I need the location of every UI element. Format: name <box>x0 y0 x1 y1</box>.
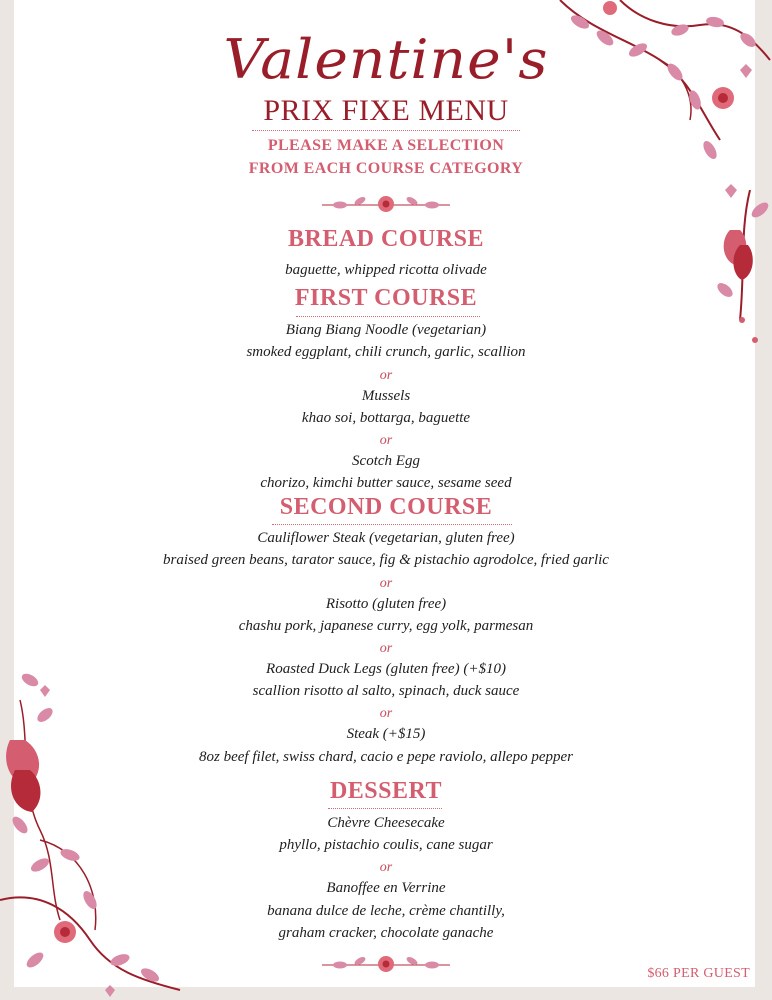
menu-subtitle: PRIX FIXE MENU <box>263 94 509 127</box>
first-item-3-description: chorizo, kimchi butter sauce, sesame seed <box>260 475 512 491</box>
menu-title: Valentine's <box>223 28 549 91</box>
bread-course-heading: BREAD COURSE <box>287 226 485 252</box>
price-per-guest: $66 PER GUEST <box>647 966 750 981</box>
first-item-3-name: Scotch Egg <box>352 453 420 469</box>
second-course-underline <box>272 524 512 525</box>
dessert-underline <box>328 808 442 809</box>
first-course-underline <box>296 316 480 317</box>
second-item-3-name: Roasted Duck Legs (gluten free) (+$10) <box>266 661 506 677</box>
or-separator: or <box>379 433 393 448</box>
first-item-2-name: Mussels <box>361 388 411 404</box>
second-item-1-name: Cauliflower Steak (vegetarian, gluten free) <box>257 530 515 546</box>
or-separator: or <box>379 641 393 656</box>
first-item-1-name: Biang Biang Noodle (vegetarian) <box>285 322 487 338</box>
second-item-2-name: Risotto (gluten free) <box>325 596 447 612</box>
first-item-1-description: smoked eggplant, chili crunch, garlic, scallion <box>246 344 526 360</box>
first-item-2-description: khao soi, bottarga, baguette <box>301 410 471 426</box>
second-course-heading: SECOND COURSE <box>279 494 493 520</box>
second-item-2-description: chashu pork, japanese curry, egg yolk, parmesan <box>238 618 534 634</box>
title-divider <box>252 130 520 131</box>
dessert-item-2-description-line-2: graham cracker, chocolate ganache <box>278 925 494 941</box>
or-separator: or <box>379 860 393 875</box>
second-item-1-description: braised green beans, tarator sauce, fig & pistachio agrodolce, fried garlic <box>163 552 609 568</box>
second-item-4-name: Steak (+$15) <box>346 726 426 742</box>
dessert-item-2-name: Banoffee en Verrine <box>326 880 446 896</box>
or-separator: or <box>379 576 393 591</box>
dessert-heading: DESSERT <box>329 778 443 804</box>
instruction-line-2: FROM EACH COURSE CATEGORY <box>248 160 524 177</box>
instruction-line-1: PLEASE MAKE A SELECTION <box>267 137 505 154</box>
bread-course-description: baguette, whipped ricotta olivade <box>285 262 487 278</box>
first-course-heading: FIRST COURSE <box>294 285 478 311</box>
second-item-3-description: scallion risotto al salto, spinach, duck sauce <box>252 683 520 699</box>
dessert-item-1-name: Chèvre Cheesecake <box>327 815 445 831</box>
second-item-4-description: 8oz beef filet, swiss chard, cacio e pepe raviolo, allepo pepper <box>199 749 573 765</box>
or-separator: or <box>379 368 393 383</box>
floral-divider-icon <box>320 192 452 218</box>
dessert-item-1-description: phyllo, pistachio coulis, cane sugar <box>279 837 493 853</box>
or-separator: or <box>379 706 393 721</box>
dessert-item-2-description-line-1: banana dulce de leche, crème chantilly, <box>267 903 505 919</box>
floral-divider-icon <box>320 952 452 978</box>
